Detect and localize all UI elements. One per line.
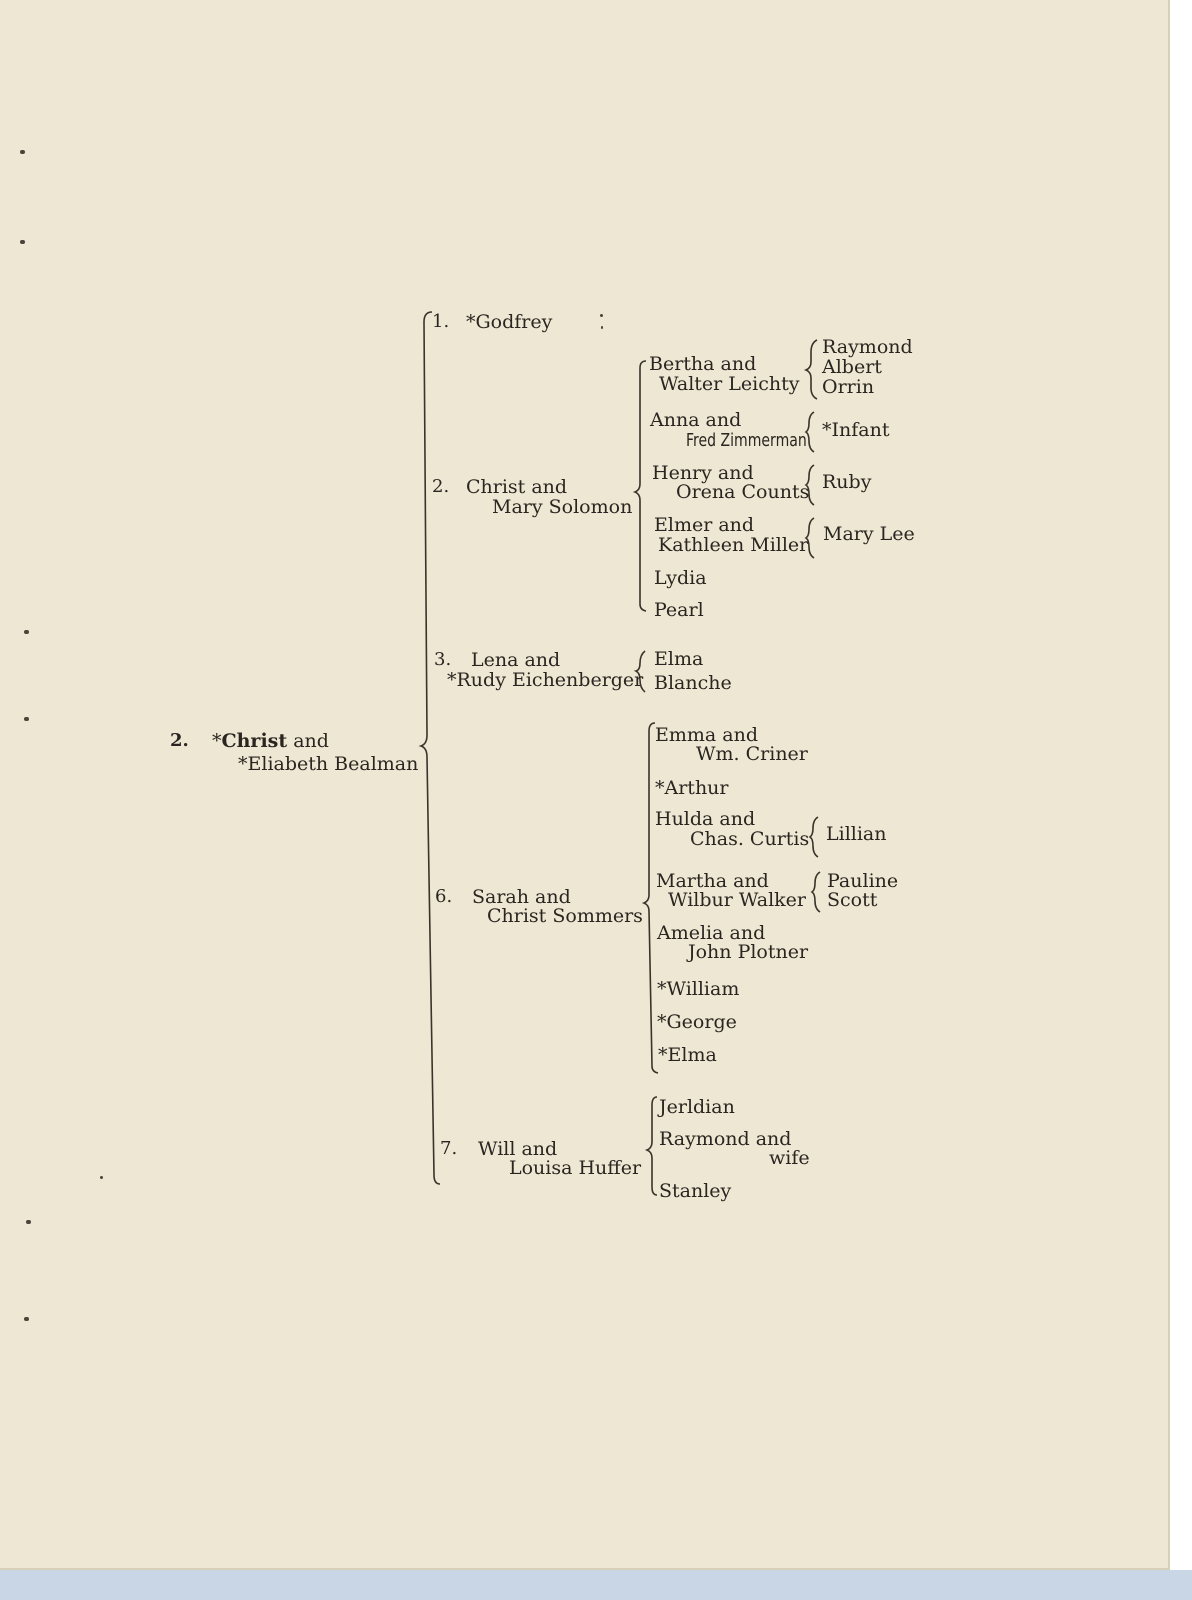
gc-elmer-line2: Kathleen Miller xyxy=(658,534,809,556)
gc-jerldian: Jerldian xyxy=(659,1096,735,1118)
gc-henry-line2: Orena Counts xyxy=(676,481,810,503)
gc-elma: Elma xyxy=(654,648,704,670)
gc-hulda-line2: Chas. Curtis xyxy=(690,828,810,850)
brace-child-2 xyxy=(635,361,646,611)
gc-lydia: Lydia xyxy=(654,567,707,589)
ggc-raymond: Raymond xyxy=(822,336,913,358)
gc-george: *George xyxy=(657,1011,737,1033)
binder-mark xyxy=(24,630,29,634)
child-1-name: *Godfrey xyxy=(466,311,553,333)
gc-bertha-line2: Walter Leichty xyxy=(659,373,800,395)
root-and: and xyxy=(293,730,329,752)
gc-arthur: *Arthur xyxy=(655,777,729,799)
child-3-number: 3. xyxy=(434,649,452,670)
ggc-orrin: Orrin xyxy=(822,376,875,398)
gc-pearl: Pearl xyxy=(654,599,704,621)
gc-martha-line2: Wilbur Walker xyxy=(668,889,806,911)
paper-speck xyxy=(100,1176,103,1179)
paper-speck xyxy=(600,314,603,317)
binder-mark xyxy=(24,717,29,721)
gc-blanche: Blanche xyxy=(654,672,732,694)
scan-margin-bottom xyxy=(0,1570,1192,1600)
child-6-line1: Sarah and xyxy=(472,886,571,908)
gc-amelia-line2: John Plotner xyxy=(688,941,809,963)
gc-elma-2: *Elma xyxy=(658,1044,717,1066)
binder-mark xyxy=(24,1317,29,1321)
gc-anna-line2 xyxy=(686,430,841,451)
child-7-number: 7. xyxy=(440,1138,458,1159)
child-6-number: 6. xyxy=(435,886,453,907)
ggc-ruby: Ruby xyxy=(822,471,872,493)
ggc-infant: *Infant xyxy=(822,419,890,441)
ggc-scott: Scott xyxy=(827,889,878,911)
binder-mark xyxy=(20,150,25,154)
child-6-line2: Christ Sommers xyxy=(487,905,643,927)
ggc-mary-lee: Mary Lee xyxy=(823,523,915,545)
gc-raymond-line1: Raymond and xyxy=(659,1128,792,1150)
root-number: 2. xyxy=(170,730,189,751)
gc-bertha-line1: Bertha and xyxy=(649,353,757,375)
gc-emma-line2: Wm. Criner xyxy=(696,743,808,765)
gc-stanley: Stanley xyxy=(659,1180,732,1202)
paper-speck xyxy=(601,326,603,329)
binder-mark xyxy=(20,240,25,244)
scan-margin-right xyxy=(1170,0,1192,1600)
child-3-line1: Lena and xyxy=(471,649,561,671)
gc-william: *William xyxy=(657,978,740,1000)
gc-anna-line2-text: Fred Zimmerman xyxy=(686,430,807,451)
child-3-line2: *Rudy Eichenberger xyxy=(447,669,644,691)
gc-raymond-line2: wife xyxy=(769,1147,810,1169)
gc-hulda-line1: Hulda and xyxy=(655,808,756,830)
child-7-line2: Louisa Huffer xyxy=(509,1157,642,1179)
gc-anna-line1: Anna and xyxy=(650,409,742,431)
root-spouse: *Eliabeth Bealman xyxy=(238,753,419,775)
binder-mark xyxy=(26,1220,31,1224)
main-brace xyxy=(421,312,440,1184)
gc-emma-line1: Emma and xyxy=(655,724,758,746)
ggc-albert: Albert xyxy=(822,356,882,378)
root-name-bold: Christ xyxy=(221,730,288,752)
ggc-lillian: Lillian xyxy=(826,823,887,845)
child-2-line2: Mary Solomon xyxy=(492,496,633,518)
gc-amelia-line1: Amelia and xyxy=(657,922,766,944)
brace-curtis xyxy=(810,817,818,857)
brace-child-7 xyxy=(647,1097,657,1195)
child-2-number: 2. xyxy=(432,476,450,497)
child-1-number: 1. xyxy=(432,311,450,332)
gc-martha-line1: Martha and xyxy=(656,870,769,892)
brace-leichty xyxy=(806,340,817,399)
root-name-prefix: * xyxy=(212,730,222,752)
child-7-line1: Will and xyxy=(478,1138,558,1160)
gc-elmer-line1: Elmer and xyxy=(654,514,755,536)
brace-child-6 xyxy=(644,723,658,1073)
brace-walker xyxy=(812,872,820,912)
ggc-pauline: Pauline xyxy=(827,870,899,892)
gc-henry-line1: Henry and xyxy=(652,462,754,484)
child-2-line1: Christ and xyxy=(466,476,568,498)
